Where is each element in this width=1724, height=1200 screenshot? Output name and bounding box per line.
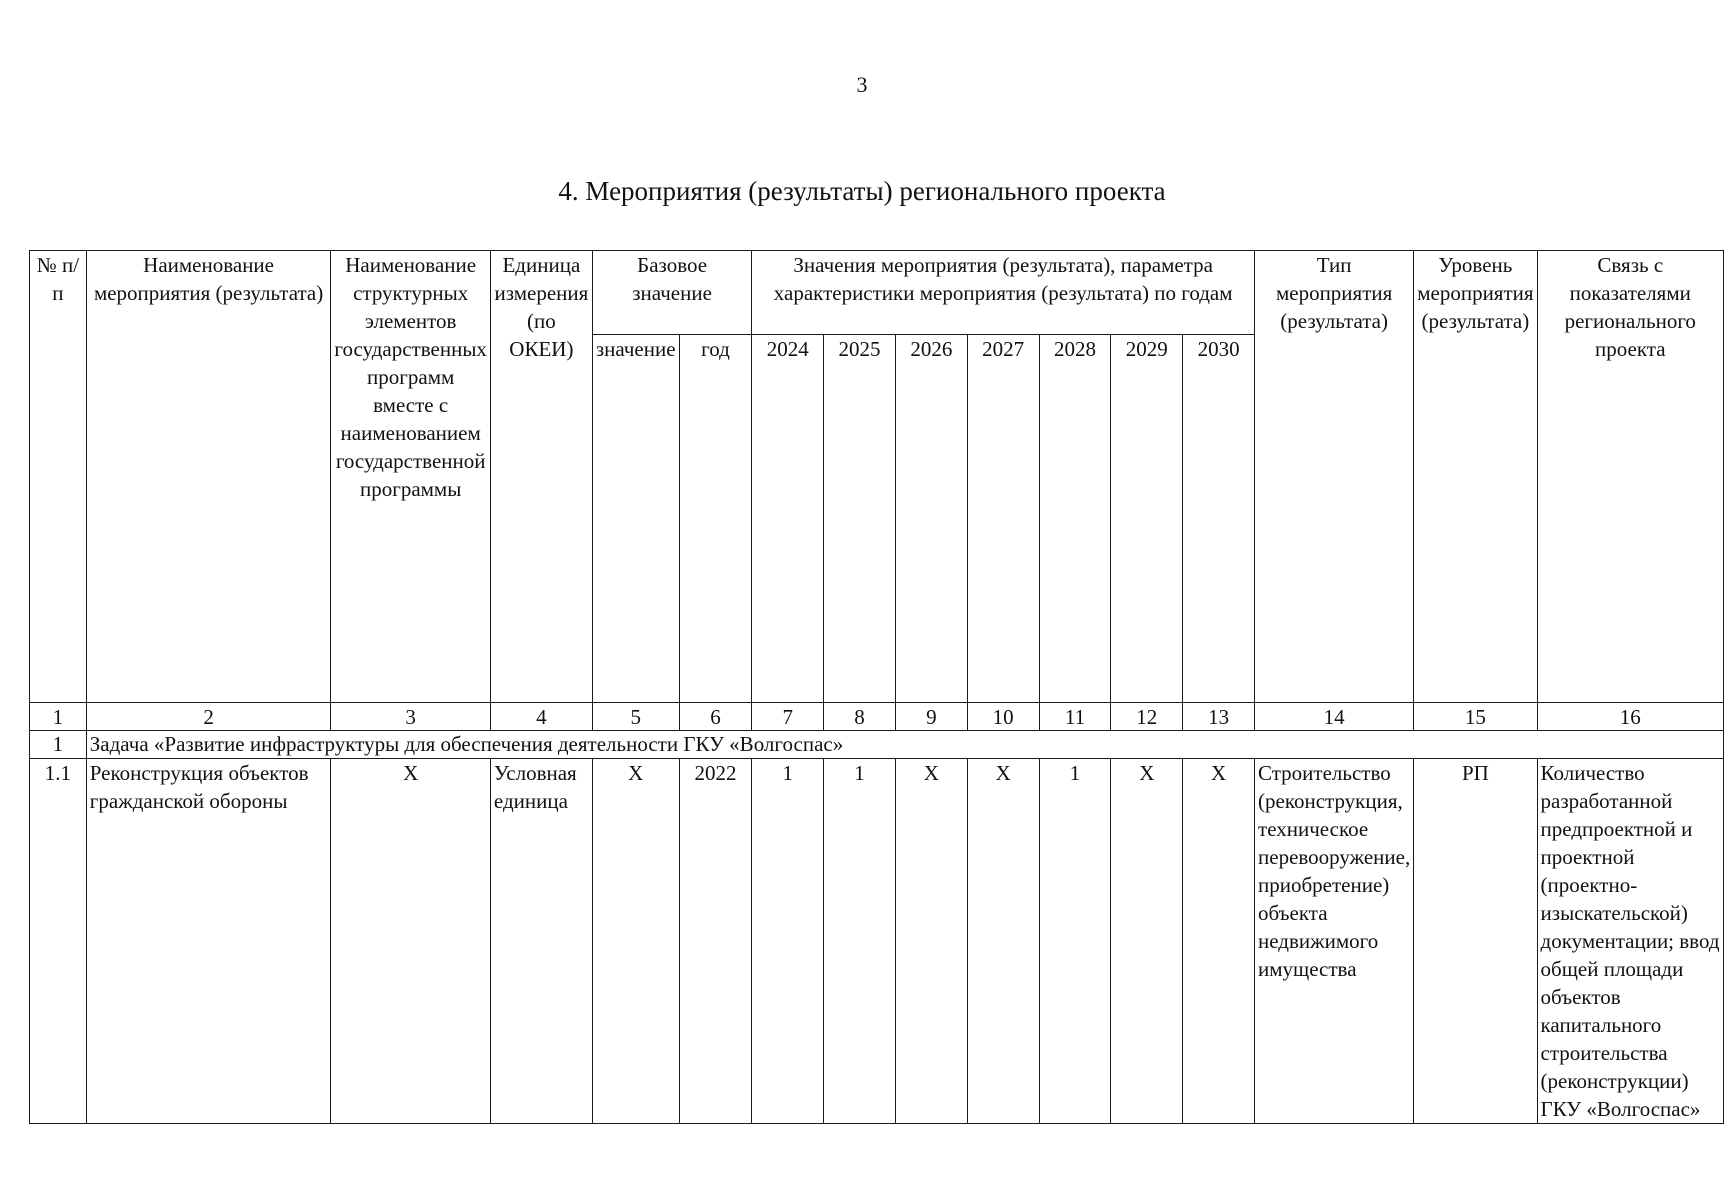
row-base-year: 2022 bbox=[679, 759, 752, 1124]
task-row bbox=[30, 731, 1724, 759]
header-year-2026: 2026 bbox=[895, 335, 967, 703]
row-number: 1.1 bbox=[30, 759, 87, 1124]
header-year-2025: 2025 bbox=[824, 335, 896, 703]
row-value-2028: 1 bbox=[1039, 759, 1111, 1124]
column-number: 3 bbox=[331, 703, 491, 731]
header-year-2028: 2028 bbox=[1039, 335, 1111, 703]
column-number: 10 bbox=[967, 703, 1039, 731]
row-value-2024: 1 bbox=[752, 759, 824, 1124]
section-title: 4. Мероприятия (результаты) регионального проекта bbox=[558, 176, 1166, 206]
row-struct: Х bbox=[331, 759, 491, 1124]
header-values-group: Значения мероприятия (результата), параметра характеристики мероприятия (результата) по годам bbox=[752, 251, 1255, 335]
task-title: Задача «Развитие инфраструктуры для обеспечения деятельности ГКУ «Волгоспас» bbox=[86, 731, 1723, 759]
row-value-2025: 1 bbox=[824, 759, 896, 1124]
column-number: 2 bbox=[86, 703, 331, 731]
header-year-2029: 2029 bbox=[1111, 335, 1183, 703]
column-number: 14 bbox=[1255, 703, 1414, 731]
column-number: 11 bbox=[1039, 703, 1111, 731]
row-value-2027: Х bbox=[967, 759, 1039, 1124]
header-link: Связь с показателями регионального проекта bbox=[1537, 251, 1723, 703]
header-year-2030: 2030 bbox=[1183, 335, 1255, 703]
column-number-row bbox=[30, 703, 1724, 731]
task-number: 1 bbox=[30, 731, 87, 759]
column-number: 16 bbox=[1537, 703, 1723, 731]
column-number: 7 bbox=[752, 703, 824, 731]
header-year-2024: 2024 bbox=[752, 335, 824, 703]
column-number: 13 bbox=[1183, 703, 1255, 731]
header-base: Базовое значение bbox=[592, 251, 751, 335]
row-value-2030: Х bbox=[1183, 759, 1255, 1124]
row-value-2029: Х bbox=[1111, 759, 1183, 1124]
column-number: 6 bbox=[679, 703, 752, 731]
column-number: 8 bbox=[824, 703, 896, 731]
column-number: 4 bbox=[490, 703, 592, 731]
header-base-year: год bbox=[679, 335, 752, 703]
row-unit: Условная единица bbox=[490, 759, 592, 1124]
column-number: 12 bbox=[1111, 703, 1183, 731]
header-name: Наименование мероприятия (результата) bbox=[86, 251, 331, 703]
header-struct: Наименование структурных элементов государственных программ вместе с наименованием государственной программы bbox=[331, 251, 491, 703]
column-number: 15 bbox=[1414, 703, 1537, 731]
header-num: № п/п bbox=[30, 251, 87, 703]
column-number: 9 bbox=[895, 703, 967, 731]
row-level: РП bbox=[1414, 759, 1537, 1124]
header-unit: Единица измерения (по ОКЕИ) bbox=[490, 251, 592, 703]
row-name: Реконструкция объектов гражданской обороны bbox=[86, 759, 331, 1124]
measures-table bbox=[29, 250, 1724, 1124]
header-type: Тип мероприятия (результата) bbox=[1255, 251, 1414, 703]
header-row-top bbox=[30, 251, 1724, 335]
header-level: Уровень мероприятия (результата) bbox=[1414, 251, 1537, 703]
header-year-2027: 2027 bbox=[967, 335, 1039, 703]
row-value-2026: Х bbox=[895, 759, 967, 1124]
row-link: Количество разработанной предпроектной и проектной (проектно-изыскательской) документации; ввод общей площади объектов капитального строительства (реконструкции) ГКУ «Волгоспас» bbox=[1537, 759, 1723, 1124]
row-base-value: Х bbox=[592, 759, 679, 1124]
table-row bbox=[30, 759, 1724, 1124]
header-base-value: значение bbox=[592, 335, 679, 703]
column-number: 1 bbox=[30, 703, 87, 731]
page-number: 3 bbox=[856, 72, 868, 97]
row-type: Строительство (реконструкция, техническое перевооружение, приобретение) объекта недвижимого имущества bbox=[1255, 759, 1414, 1124]
column-number: 5 bbox=[592, 703, 679, 731]
